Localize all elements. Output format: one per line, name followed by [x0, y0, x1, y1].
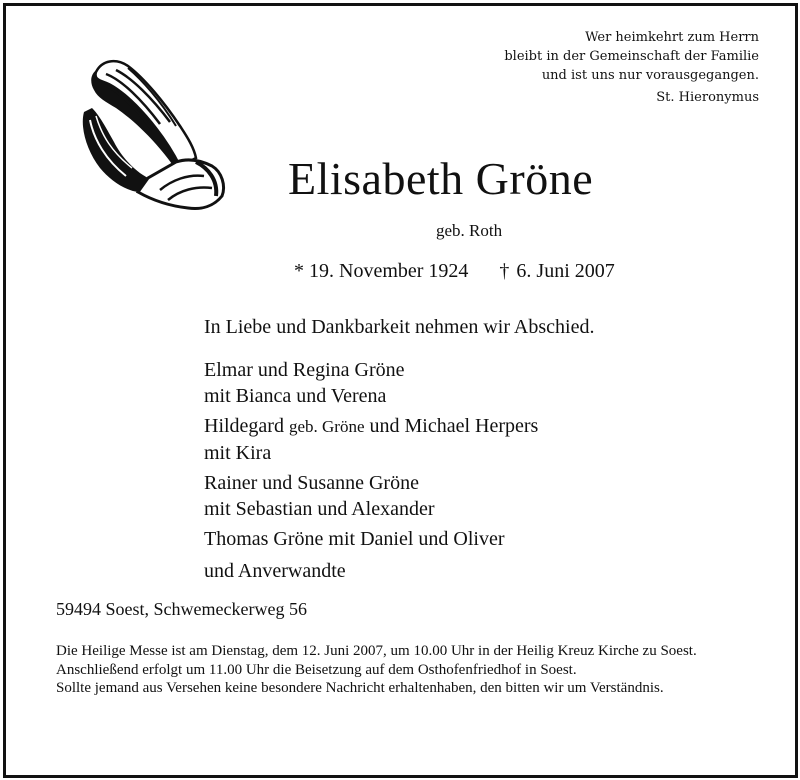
quote-line: und ist uns nur vorausgegangen.	[541, 68, 759, 83]
mourner-line: mit Kira	[204, 442, 272, 464]
mass-info: Die Heilige Messe ist am Dienstag, dem 12. Juni 2007, um 10.00 Uhr in der Heilig Kreuz Kirche zu Soest.	[56, 643, 697, 659]
mourner-line: mit Sebastian und Alexander	[204, 498, 435, 520]
praying-hands-icon	[76, 50, 228, 216]
apology-note: Sollte jemand aus Versehen keine besondere Nachricht erhaltenhaben, den bitten wir um Verständnis.	[56, 680, 664, 696]
quote-attribution: St. Hieronymus	[656, 90, 759, 105]
mourners-list	[204, 357, 538, 584]
burial-info: Anschließend erfolgt um 11.00 Uhr die Beisetzung auf dem Osthofenfriedhof in Soest.	[56, 661, 577, 678]
death-date-group	[497, 260, 614, 282]
quote-line: Wer heimkehrt zum Herrn	[585, 30, 759, 45]
mourner-name: Hildegard	[204, 415, 284, 437]
mourner-partner: und Michael Herpers	[369, 415, 539, 437]
service-notice	[56, 642, 756, 698]
mourner-line: Elmar und Regina Gröne	[204, 359, 405, 381]
quote-block	[504, 28, 759, 107]
mourner-maiden-name: geb. Gröne	[288, 417, 365, 436]
life-dates	[294, 260, 615, 283]
quote-line: bleibt in der Gemeinschaft der Familie	[504, 49, 759, 64]
mourner-line: und Anverwandte	[204, 560, 346, 582]
obituary-notice	[3, 3, 798, 778]
birth-name: geb. Roth	[436, 221, 503, 240]
family-address: 59494 Soest, Schwemeckerweg 56	[56, 599, 307, 619]
mourner-line: Rainer und Susanne Gröne	[204, 472, 419, 494]
mourner-line	[204, 413, 538, 440]
cross-icon: †	[499, 260, 510, 282]
death-date: 6. Juni 2007	[516, 260, 615, 282]
mourner-line: mit Bianca und Verena	[204, 385, 387, 407]
farewell-line: In Liebe und Dankbarkeit nehmen wir Abschied.	[204, 316, 595, 338]
mourner-line: Thomas Gröne mit Daniel und Oliver	[204, 528, 505, 550]
deceased-name: Elisabeth Gröne	[288, 153, 594, 204]
birth-date: * 19. November 1924	[294, 260, 469, 282]
